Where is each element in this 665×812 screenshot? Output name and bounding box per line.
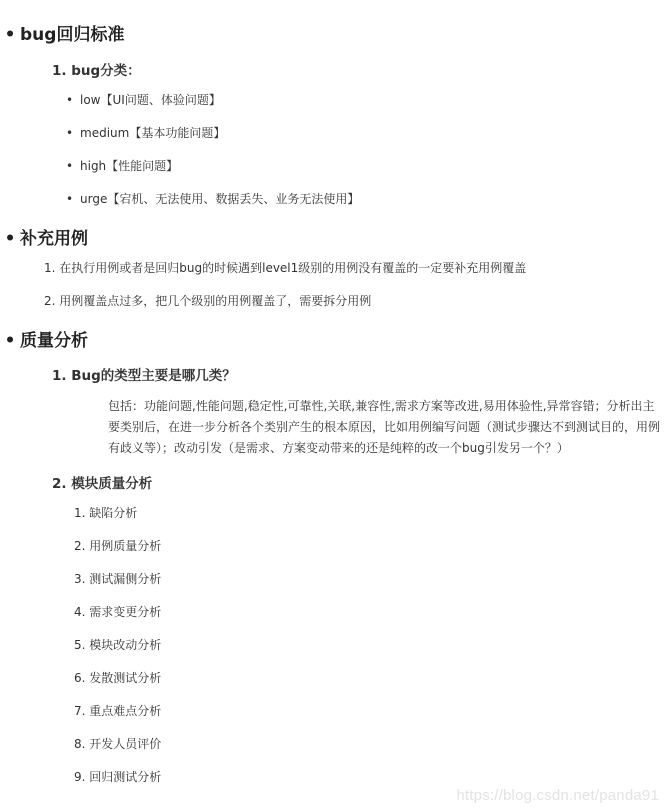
list-item: 2. 用例质量分析 — [74, 539, 162, 553]
list-item: 1. 在执行用例或者是回归bug的时候遇到level1级别的用例没有覆盖的一定要补充用例覆盖 — [44, 261, 527, 275]
list-item: 1. 缺陷分析 — [74, 506, 138, 520]
section-heading-bug-regression: • bug回归标准 — [0, 20, 124, 45]
bug-classification-heading: 1. bug分类： — [52, 63, 141, 79]
list-item: • high【性能问题】 — [66, 159, 179, 173]
list-item: • medium【基本功能问题】 — [66, 126, 226, 140]
list-item: 9. 回归测试分析 — [74, 770, 162, 784]
bullet-icon: • — [66, 126, 74, 140]
bullet-icon: • — [66, 159, 74, 173]
list-item: • urge【宕机、无法使用、数据丢失、业务无法使用】 — [66, 192, 360, 206]
list-item: 3. 测试漏侧分析 — [74, 572, 162, 586]
bullet-icon: • — [66, 93, 74, 107]
list-item: 2. 用例覆盖点过多，把几个级别的用例覆盖了，需要拆分用例 — [44, 294, 372, 308]
bullet-icon: • — [4, 229, 16, 249]
list-item: 6. 发散测试分析 — [74, 671, 162, 685]
section-heading-quality-analysis: • 质量分析 — [0, 326, 88, 351]
section-heading-supplement-cases: • 补充用例 — [0, 224, 88, 249]
module-quality-heading: 2. 模块质量分析 — [52, 476, 153, 492]
list-item: 5. 模块改动分析 — [74, 638, 162, 652]
list-item: • low【UI问题、体验问题】 — [66, 93, 221, 107]
list-item: 7. 重点难点分析 — [74, 704, 162, 718]
bullet-icon: • — [4, 331, 16, 351]
bullet-icon: • — [4, 25, 16, 45]
watermark: https://blog.csdn.net/panda91 — [456, 787, 659, 804]
bug-types-heading: 1. Bug的类型主要是哪几类？ — [52, 368, 236, 384]
list-item: 8. 开发人员评价 — [74, 737, 162, 751]
bug-types-paragraph: 包括：功能问题,性能问题,稳定性,可靠性,关联,兼容性,需求方案等改进,易用体验性,异常容错；分析出主要类别后，在进一步分析各个类别产生的根本原因，比如用例编写问题（测试步骤达不到测试目的，用例有歧义等）；改动引发（是需求、方案变动带来的还是纯粹的改一个bug引发另一个？） — [108, 399, 661, 455]
list-item: 4. 需求变更分析 — [74, 605, 162, 619]
bullet-icon: • — [66, 192, 74, 206]
